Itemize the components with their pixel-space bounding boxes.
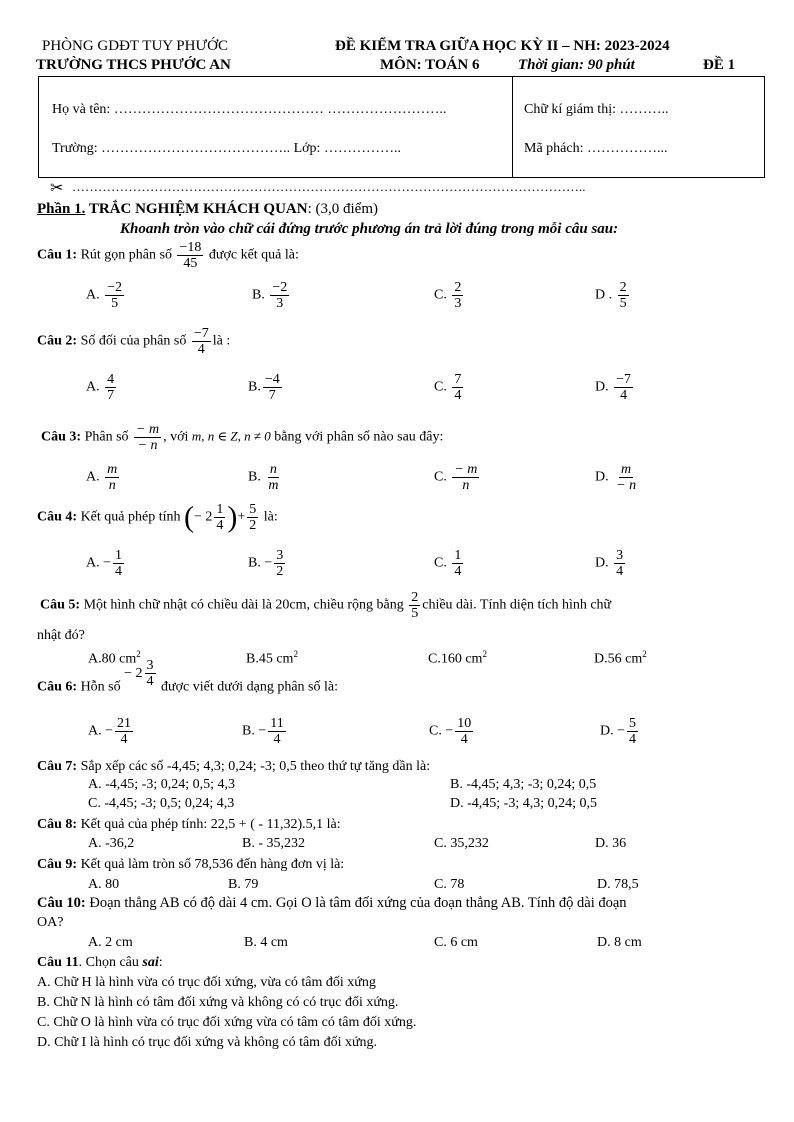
q2-fraction-den: 4	[197, 342, 205, 357]
q7-option-a[interactable]: A. -4,45; -3; 0,24; 0,5; 4,3	[88, 777, 235, 792]
option-num: 7	[454, 372, 462, 387]
q6-whole: − 2	[124, 665, 143, 681]
option-letter: A.	[86, 287, 100, 303]
option-sign: −	[617, 723, 626, 739]
option-sign: −	[445, 723, 454, 739]
q4-fraction-den: 2	[249, 518, 257, 533]
q9-option-d[interactable]: D. 78,5	[597, 877, 639, 892]
q2-text: Số đối của phân số	[77, 333, 190, 349]
q3-tail: bằng với phân số nào sau đây:	[270, 429, 444, 445]
option-den: 4	[620, 388, 628, 403]
option-letter: C.	[429, 723, 442, 739]
option-num: 4	[107, 372, 115, 387]
option-num: 11	[270, 716, 284, 731]
option-num: m	[621, 462, 632, 477]
q10-label: Câu 10:	[37, 895, 86, 911]
code-field[interactable]: Mã phách: ……………...	[524, 141, 668, 156]
option-sup: 2	[293, 649, 298, 659]
q4-label: Câu 4:	[37, 509, 78, 525]
q6-tail: được viết dưới dạng phân số là:	[157, 679, 338, 695]
q4-fraction	[247, 502, 258, 533]
option-num: 5	[629, 716, 637, 731]
option-den: 5	[619, 296, 627, 311]
q6-mixed-num: 3	[146, 658, 154, 673]
q2-fraction	[192, 326, 211, 357]
option-fraction	[452, 372, 463, 403]
option-sign: −	[264, 555, 273, 571]
option-num: 10	[457, 716, 472, 731]
q5-label: Câu 5:	[40, 597, 81, 613]
q8-option-b[interactable]: B. - 35,232	[242, 836, 305, 851]
option-den: 3	[276, 296, 284, 311]
box-divider	[512, 76, 513, 178]
q4-mixed-num: 1	[216, 502, 224, 517]
option-fraction	[115, 716, 133, 747]
q8-text: Kết quả của phép tính: 22,5 + ( - 11,32).5,1 là:	[77, 817, 341, 832]
q8-label: Câu 8:	[37, 817, 78, 832]
option-den: 4	[454, 388, 462, 403]
q3-option-c[interactable]	[434, 462, 481, 493]
option-den: 4	[460, 732, 468, 747]
option-letter: A.	[88, 723, 102, 739]
question-1	[37, 240, 299, 271]
option-sup: 2	[642, 649, 647, 659]
q1-fraction-num: −18	[179, 240, 202, 255]
q1-text: Rút gọn phân số	[77, 247, 176, 263]
option-letter: C.	[428, 651, 441, 667]
q10-option-a[interactable]: A. 2 cm	[88, 935, 133, 950]
q10-option-c[interactable]: C. 6 cm	[434, 935, 478, 950]
option-letter: B.	[242, 723, 255, 739]
option-letter: D.	[595, 555, 609, 571]
q7-option-c[interactable]: C. -4,45; -3; 0,5; 0,24; 4,3	[88, 796, 235, 811]
q1-label: Câu 1:	[37, 247, 78, 263]
option-fraction	[627, 716, 638, 747]
option-letter: C.	[434, 555, 447, 571]
q5-option-d[interactable]	[594, 649, 647, 668]
q1-option-b[interactable]	[252, 280, 291, 311]
q1-fraction-den: 45	[183, 256, 198, 271]
q2-label: Câu 2:	[37, 333, 78, 349]
q4-tail: là:	[260, 509, 278, 525]
option-letter: B.	[252, 287, 265, 303]
part1-title-rest: TRẮC NGHIỆM KHÁCH QUAN	[85, 201, 308, 217]
q2-option-d[interactable]	[595, 372, 635, 403]
q7-option-b[interactable]: B. -4,45; 4,3; -3; 0,24; 0,5	[450, 777, 597, 792]
option-sign: −	[103, 555, 112, 571]
option-letter: D.	[595, 469, 609, 485]
option-letter: D.	[600, 723, 614, 739]
option-fraction	[618, 280, 629, 311]
option-fraction	[268, 716, 285, 747]
q6-mixed-fraction	[145, 658, 156, 689]
exam-title: ĐỀ KIỂM TRA GIỮA HỌC KỲ II – NH: 2023-2024	[335, 38, 670, 54]
question-5	[40, 590, 611, 621]
q9-option-a[interactable]: A. 80	[88, 877, 120, 892]
option-den: 4	[616, 564, 624, 579]
part1-points: : (3,0 điểm)	[307, 201, 378, 217]
q4-mixed-den: 4	[216, 518, 224, 533]
q6-mixed-den: 4	[146, 674, 154, 689]
q5-tail2: nhật đó?	[37, 628, 85, 643]
subject: MÔN: TOÁN 6	[380, 57, 480, 73]
q2-option-c[interactable]	[434, 372, 465, 403]
student-info-box	[38, 76, 765, 178]
option-den: 7	[268, 388, 276, 403]
q11-option-a[interactable]: A. Chữ H là hình vừa có trục đối xứng, vừa có tâm đối xứng	[37, 975, 376, 990]
q9-text: Kết quả làm tròn số 78,536 đến hàng đơn vị là:	[77, 857, 345, 872]
q3-fraction-den: − n	[137, 438, 158, 453]
q11-label: Câu 11	[37, 955, 79, 970]
option-fraction	[614, 462, 638, 493]
q1-tail: được kết quả là:	[205, 247, 299, 263]
q11-emph: sai	[142, 955, 159, 970]
q9-option-c[interactable]: C. 78	[434, 877, 465, 892]
option-letter: A.	[86, 469, 100, 485]
option-sup: 2	[136, 649, 141, 659]
option-num: −2	[107, 280, 123, 295]
q3-text: Phân số	[81, 429, 133, 445]
option-den: n	[462, 478, 470, 493]
question-10	[37, 895, 627, 912]
q3-fraction	[134, 422, 161, 453]
q10-text: Đoạn thẳng AB có độ dài 4 cm. Gọi O là tâm đối xứng của đoạn thẳng AB. Tính độ dài đoạn	[85, 895, 627, 911]
option-num: n	[269, 462, 277, 477]
q4-plus: +	[237, 509, 246, 525]
school-class-field[interactable]: Trường: ………………………………….. Lớp: ……………..	[52, 141, 401, 156]
option-value: 80 cm	[101, 651, 137, 667]
option-fraction	[113, 548, 124, 579]
q5-option-a[interactable]	[88, 649, 141, 668]
option-letter: B.	[248, 555, 261, 571]
q5-text: Một hình chữ nhật có chiều dài là 20cm, chiều rộng bằng	[80, 597, 408, 613]
option-den: − n	[616, 478, 637, 493]
q3-option-d[interactable]	[595, 462, 640, 493]
option-den: 3	[454, 296, 462, 311]
q2-option-b[interactable]	[248, 372, 284, 403]
option-fraction	[266, 462, 280, 493]
q5-fraction	[409, 590, 420, 621]
q7-label: Câu 7:	[37, 759, 78, 774]
option-fraction	[105, 280, 124, 311]
option-value: 160 cm	[440, 651, 483, 667]
q4-option-c[interactable]	[434, 548, 465, 579]
q4-option-a[interactable]	[86, 548, 126, 579]
option-fraction	[105, 372, 116, 403]
option-den: 5	[111, 296, 119, 311]
school-name: TRƯỜNG THCS PHƯỚC AN	[36, 57, 231, 73]
q3-condition: m, n ∈ Z, n ≠ 0	[191, 428, 271, 444]
option-num: 1	[454, 548, 462, 563]
part1-instruction: Khoanh tròn vào chữ cái đứng trước phương án trả lời đúng trong mỗi câu sau:	[120, 221, 619, 237]
option-value: 45 cm	[258, 651, 294, 667]
option-num: m	[107, 462, 118, 477]
q11-text: . Chọn câu	[78, 955, 143, 970]
q1-option-a[interactable]	[86, 280, 126, 311]
q3-mid: , với	[163, 429, 192, 445]
q4-text: Kết quả phép tính	[77, 509, 184, 525]
cut-line: ………………………………………………………………………………………………………..	[72, 179, 586, 194]
q9-option-b[interactable]: B. 79	[228, 877, 259, 892]
option-den: m	[268, 478, 279, 493]
q11-option-d[interactable]: D. Chữ I là hình có trục đối xứng và không có tâm đối xứng.	[37, 1035, 378, 1050]
q1-fraction	[177, 240, 203, 271]
examiner-signature-field[interactable]: Chữ kí giám thị: ………..	[524, 102, 669, 117]
q2-option-a[interactable]	[86, 372, 118, 403]
dept-name: PHÒNG GDĐT TUY PHƯỚC	[42, 38, 228, 54]
option-fraction	[455, 716, 473, 747]
question-3	[41, 422, 443, 453]
option-fraction	[614, 372, 633, 403]
option-num: 2	[619, 280, 627, 295]
option-den: 7	[107, 388, 115, 403]
q6-option-b[interactable]	[242, 716, 288, 747]
option-num: 3	[616, 548, 624, 563]
option-den: 4	[454, 564, 462, 579]
q9-label: Câu 9:	[37, 857, 78, 872]
q3-option-a[interactable]	[86, 462, 121, 493]
option-letter: C.	[434, 379, 447, 395]
q8-option-c[interactable]: C. 35,232	[434, 836, 489, 851]
option-letter: A.	[88, 651, 102, 667]
option-fraction	[274, 548, 285, 579]
q6-text: Hỗn số	[77, 679, 125, 695]
question-11	[37, 955, 163, 971]
option-sign: −	[258, 723, 267, 739]
q11-colon: :	[158, 955, 163, 970]
question-7	[37, 759, 430, 775]
q6-label: Câu 6:	[37, 679, 78, 695]
question-9	[37, 857, 344, 873]
option-letter: C.	[434, 287, 447, 303]
option-den: 4	[115, 564, 123, 579]
q4-mixed-fraction	[214, 502, 225, 533]
q4-option-b[interactable]	[248, 548, 287, 579]
option-num: 21	[117, 716, 132, 731]
option-letter: A.	[86, 555, 100, 571]
option-letter: B.	[248, 469, 261, 485]
q7-text: Sắp xếp các số -4,45; 4,3; 0,24; -3; 0,5 theo thứ tự tăng dần là:	[77, 759, 431, 774]
option-fraction	[105, 462, 119, 493]
q6-option-c[interactable]	[429, 716, 475, 747]
question-2	[37, 326, 230, 357]
exam-time: Thời gian: 90 phút	[518, 57, 635, 73]
q4-option-d[interactable]	[595, 548, 627, 579]
right-paren: )	[227, 500, 238, 534]
option-fraction	[270, 280, 289, 311]
option-letter: D .	[595, 287, 613, 303]
option-letter: C.	[434, 469, 447, 485]
q5-fraction-num: 2	[411, 590, 419, 605]
q8-option-a[interactable]: A. -36,2	[88, 836, 135, 851]
part1-heading	[37, 201, 378, 218]
exam-code: ĐỀ 1	[703, 57, 736, 73]
q4-whole: − 2	[193, 509, 213, 525]
q11-option-c[interactable]: C. Chữ O là hình vừa có trục đối xứng vừa có tâm có tâm đối xứng.	[37, 1015, 417, 1030]
q2-tail: là :	[212, 333, 231, 349]
option-letter: A.	[86, 379, 100, 395]
left-paren: (	[183, 500, 194, 534]
option-den: n	[108, 478, 116, 493]
option-num: −7	[616, 372, 632, 387]
option-den: 4	[273, 732, 281, 747]
q3-fraction-num: − m	[136, 422, 160, 437]
question-8	[37, 817, 341, 833]
q3-label: Câu 3:	[41, 429, 82, 445]
q7-option-d[interactable]: D. -4,45; -3; 4,3; 0,24; 0,5	[450, 796, 597, 811]
q5-option-c[interactable]	[428, 649, 487, 668]
option-fraction	[452, 462, 479, 493]
q6-option-d[interactable]	[600, 716, 640, 747]
option-num: 3	[276, 548, 284, 563]
option-fraction	[263, 372, 282, 403]
option-fraction	[452, 548, 463, 579]
q5-fraction-den: 5	[411, 606, 419, 621]
q1-option-c[interactable]	[434, 280, 465, 311]
option-num: −4	[264, 372, 280, 387]
option-letter: B.	[246, 651, 259, 667]
question-4	[37, 502, 278, 533]
option-letter: B.	[248, 379, 261, 395]
q10-text2: OA?	[37, 915, 64, 930]
q4-fraction-num: 5	[249, 502, 257, 517]
option-den: 2	[276, 564, 284, 579]
option-letter: D.	[594, 651, 608, 667]
option-fraction	[452, 280, 463, 311]
option-sign: −	[105, 723, 114, 739]
option-fraction	[614, 548, 625, 579]
option-den: 4	[629, 732, 637, 747]
q3-option-b[interactable]	[248, 462, 282, 493]
option-num: 1	[115, 548, 123, 563]
option-num: − m	[454, 462, 478, 477]
q8-option-d[interactable]: D. 36	[595, 836, 627, 851]
scissors-icon: ✂	[50, 180, 64, 197]
q5-tail: chiều dài. Tính diện tích hình chữ	[422, 597, 612, 613]
part1-title: Phần 1.	[37, 201, 86, 217]
option-den: 4	[120, 732, 128, 747]
q11-option-b[interactable]: B. Chữ N là hình có tâm đối xứng và không có có trục đối xứng.	[37, 995, 399, 1010]
student-name-field[interactable]: Họ và tên: ……………………………………… ……………………..	[52, 102, 447, 117]
q2-fraction-num: −7	[193, 326, 209, 341]
option-sup: 2	[482, 649, 487, 659]
option-num: 2	[454, 280, 462, 295]
q10-option-b[interactable]: B. 4 cm	[244, 935, 288, 950]
option-num: −2	[272, 280, 288, 295]
option-value: 56 cm	[607, 651, 643, 667]
q1-option-d[interactable]	[595, 280, 631, 311]
q10-option-d[interactable]: D. 8 cm	[597, 935, 642, 950]
option-letter: D.	[595, 379, 609, 395]
q5-option-b[interactable]	[246, 649, 298, 668]
q6-option-a[interactable]	[88, 716, 135, 747]
